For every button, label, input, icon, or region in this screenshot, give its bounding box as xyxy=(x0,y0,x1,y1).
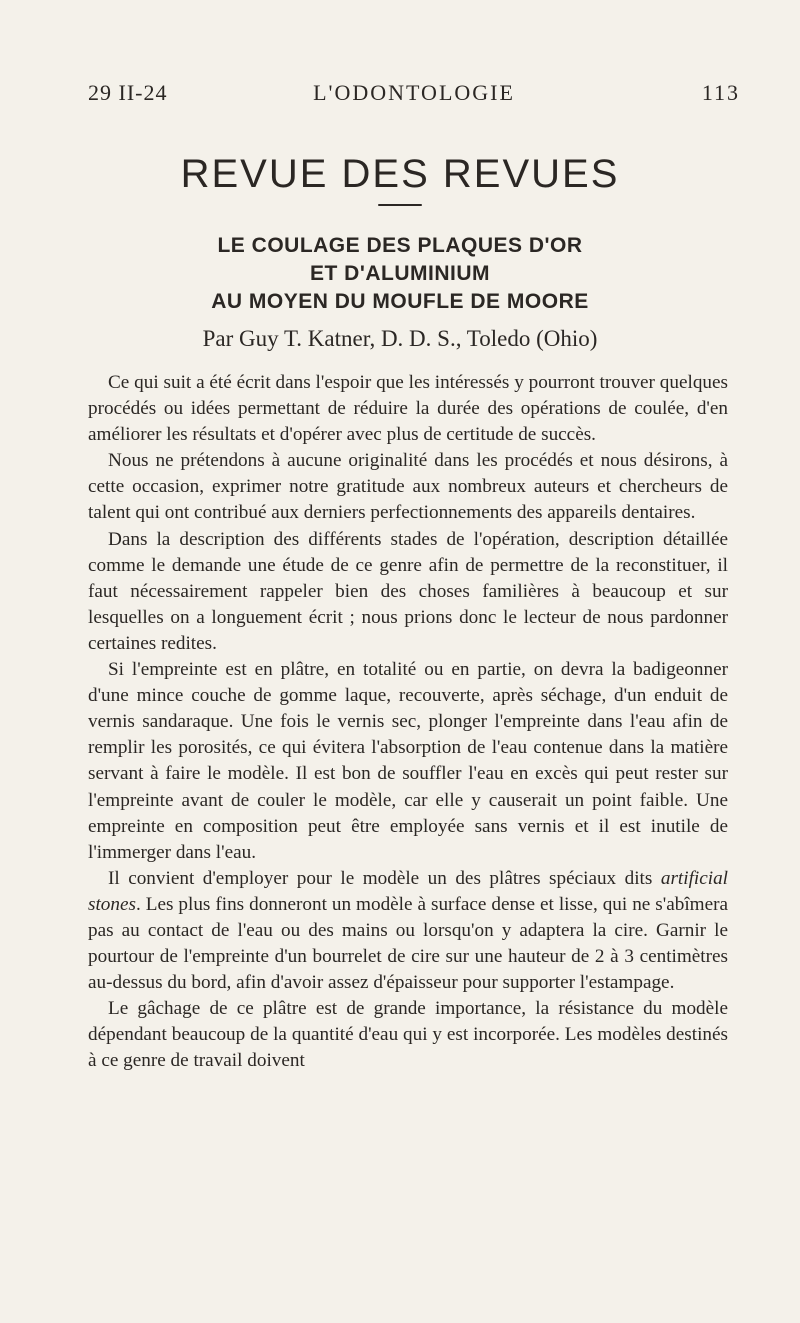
article-title xyxy=(0,232,800,316)
article-title-line: AU MOYEN DU MOUFLE DE MOORE xyxy=(211,290,589,313)
section-title: REVUE DES REVUES xyxy=(180,152,620,196)
author-byline: Par Guy T. Katner, D. D. S., Toledo (Ohio) xyxy=(202,326,598,351)
paragraph: Dans la description des différents stades de l'opération, description détaillée comme le demande une étude de ce genre afin de permettre de la reconstituer, il faut nécessairement rappeler bien des choses familières à beaucoup et sur lesquelles on a longuement écrit ; nous prions donc le lecteur de nous pardonner certaines redites. xyxy=(88,528,728,654)
paragraph-text: Il convient d'employer pour le modèle un des plâtres spéciaux dits xyxy=(108,867,661,889)
paragraph: Le gâchage de ce plâtre est de grande importance, la résistance du modèle dépendant beaucoup de la quantité d'eau qui y est incorporée. Les modèles destinés à ce genre de travail doivent xyxy=(88,998,728,1072)
paragraph-text: . Les plus fins donneront un modèle à surface dense et lisse, qui ne s'abîmera pas au contact de l'eau ou des mains ou lorsqu'on y adaptera la cire. Garnir le pourtour de l'empreinte d'un bourrelet de cire sur une hauteur de 2 à 3 centimètres au-dessus du bord, afin d'avoir assez d'épaisseur pour supporter l'estampage. xyxy=(88,893,728,994)
italic-term: artificial stones xyxy=(88,867,728,915)
title-divider xyxy=(378,204,422,206)
paragraph: Si l'empreinte est en plâtre, en totalité ou en partie, on devra la badigeonner d'une mince couche de gomme laque, recouverte, après séchage, d'un enduit de vernis sandaraque. Une fois le vernis sec, plonger l'empreinte dans l'eau afin de remplir les porosités, ce qui évitera l'absorption de l'eau contenue dans la matière servant à faire le modèle. Il est bon de souffler l'eau en excès qui peut rester sur l'empreinte avant de couler le modèle, car elle y causerait un point faible. Une empreinte en composition peut être employée sans vernis et il est inutile de l'immerger dans l'eau. xyxy=(88,659,728,863)
journal-name: L'ODONTOLOGIE xyxy=(313,80,515,105)
paragraph: Nous ne prétendons à aucune originalité dans les procédés et nous désirons, à cette occasion, exprimer notre gratitude aux nombreux auteurs et chercheurs de talent qui ont contribué aux derniers perfectionnements des appareils dentaires. xyxy=(88,450,728,524)
article-title-line: ET D'ALUMINIUM xyxy=(310,262,490,285)
paragraph: Ce qui suit a été écrit dans l'espoir que les intéressés y pourront trouver quelques procédés ou idées permettant de réduire la durée des opérations de coulée, d'en améliorer les résultats et d'opérer avec plus de certitude de succès. xyxy=(88,372,728,446)
paragraph xyxy=(88,866,728,996)
issue-date: 29 II-24 xyxy=(88,80,168,105)
article-body xyxy=(88,370,728,1075)
article-title-line: LE COULAGE DES PLAQUES D'OR xyxy=(217,234,583,257)
running-header xyxy=(88,80,740,120)
page-number: 113 xyxy=(701,80,740,105)
